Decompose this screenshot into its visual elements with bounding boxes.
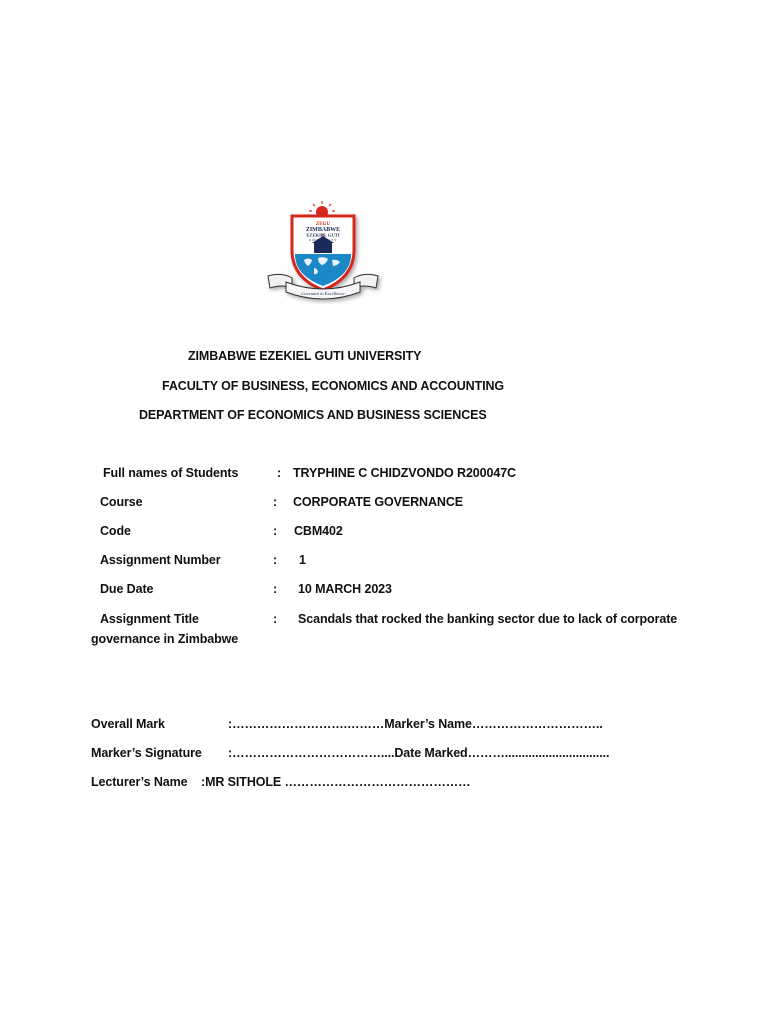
code-separator: :	[273, 524, 278, 538]
course-label: Course	[100, 495, 143, 509]
assignment-number-label: Assignment Number	[100, 553, 221, 567]
lecturer-name-line: :MR SITHOLE ………………………………………	[201, 775, 471, 789]
logo-lettering-motto: Covenant to Excellence	[301, 291, 345, 296]
marker-signature-label: Marker’s Signature	[91, 746, 202, 760]
students-value: TRYPHINE C CHIDZVONDO R200047C	[293, 466, 516, 480]
logo-lettering-zimbabwe: ZIMBABWE	[305, 227, 341, 233]
code-value: CBM402	[294, 524, 343, 538]
assignment-title-separator: :	[273, 612, 278, 626]
assignment-number-separator: :	[273, 553, 278, 567]
overall-mark-label: Overall Mark	[91, 717, 165, 731]
logo-lettering-ezekiel-guti: EZEKIEL GUTI	[306, 232, 340, 238]
students-label: Full names of Students	[103, 466, 239, 480]
assignment-title-continuation: governance in Zimbabwe	[91, 632, 239, 646]
course-separator: :	[273, 495, 278, 509]
university-crest-logo	[262, 198, 388, 308]
logo-lettering-zegu: ZEGU	[315, 222, 331, 227]
due-date-label: Due Date	[100, 582, 154, 596]
lecturer-name-label: Lecturer’s Name	[91, 775, 188, 789]
course-value: CORPORATE GOVERNANCE	[293, 495, 464, 509]
code-label: Code	[100, 524, 131, 538]
faculty-name: FACULTY OF BUSINESS, ECONOMICS AND ACCOUNTING	[162, 379, 505, 393]
assignment-number-value: 1	[299, 553, 306, 567]
department-name: DEPARTMENT OF ECONOMICS AND BUSINESS SCIENCES	[139, 408, 487, 422]
overall-mark-line: :……………………….………Marker’s Name…………………………..	[228, 717, 603, 731]
university-name: ZIMBABWE EZEKIEL GUTI UNIVERSITY	[188, 349, 422, 363]
due-date-separator: :	[273, 582, 278, 596]
assignment-title-value: Scandals that rocked the banking sector due to lack of corporate	[298, 612, 678, 626]
students-separator: :	[277, 466, 282, 480]
assignment-title-label: Assignment Title	[100, 612, 199, 626]
logo-lettering-university: UNIVERSITY	[308, 238, 338, 242]
due-date-value: 10 MARCH 2023	[298, 582, 392, 596]
marker-signature-line: :………………………………....Date Marked………...............................	[228, 746, 610, 760]
